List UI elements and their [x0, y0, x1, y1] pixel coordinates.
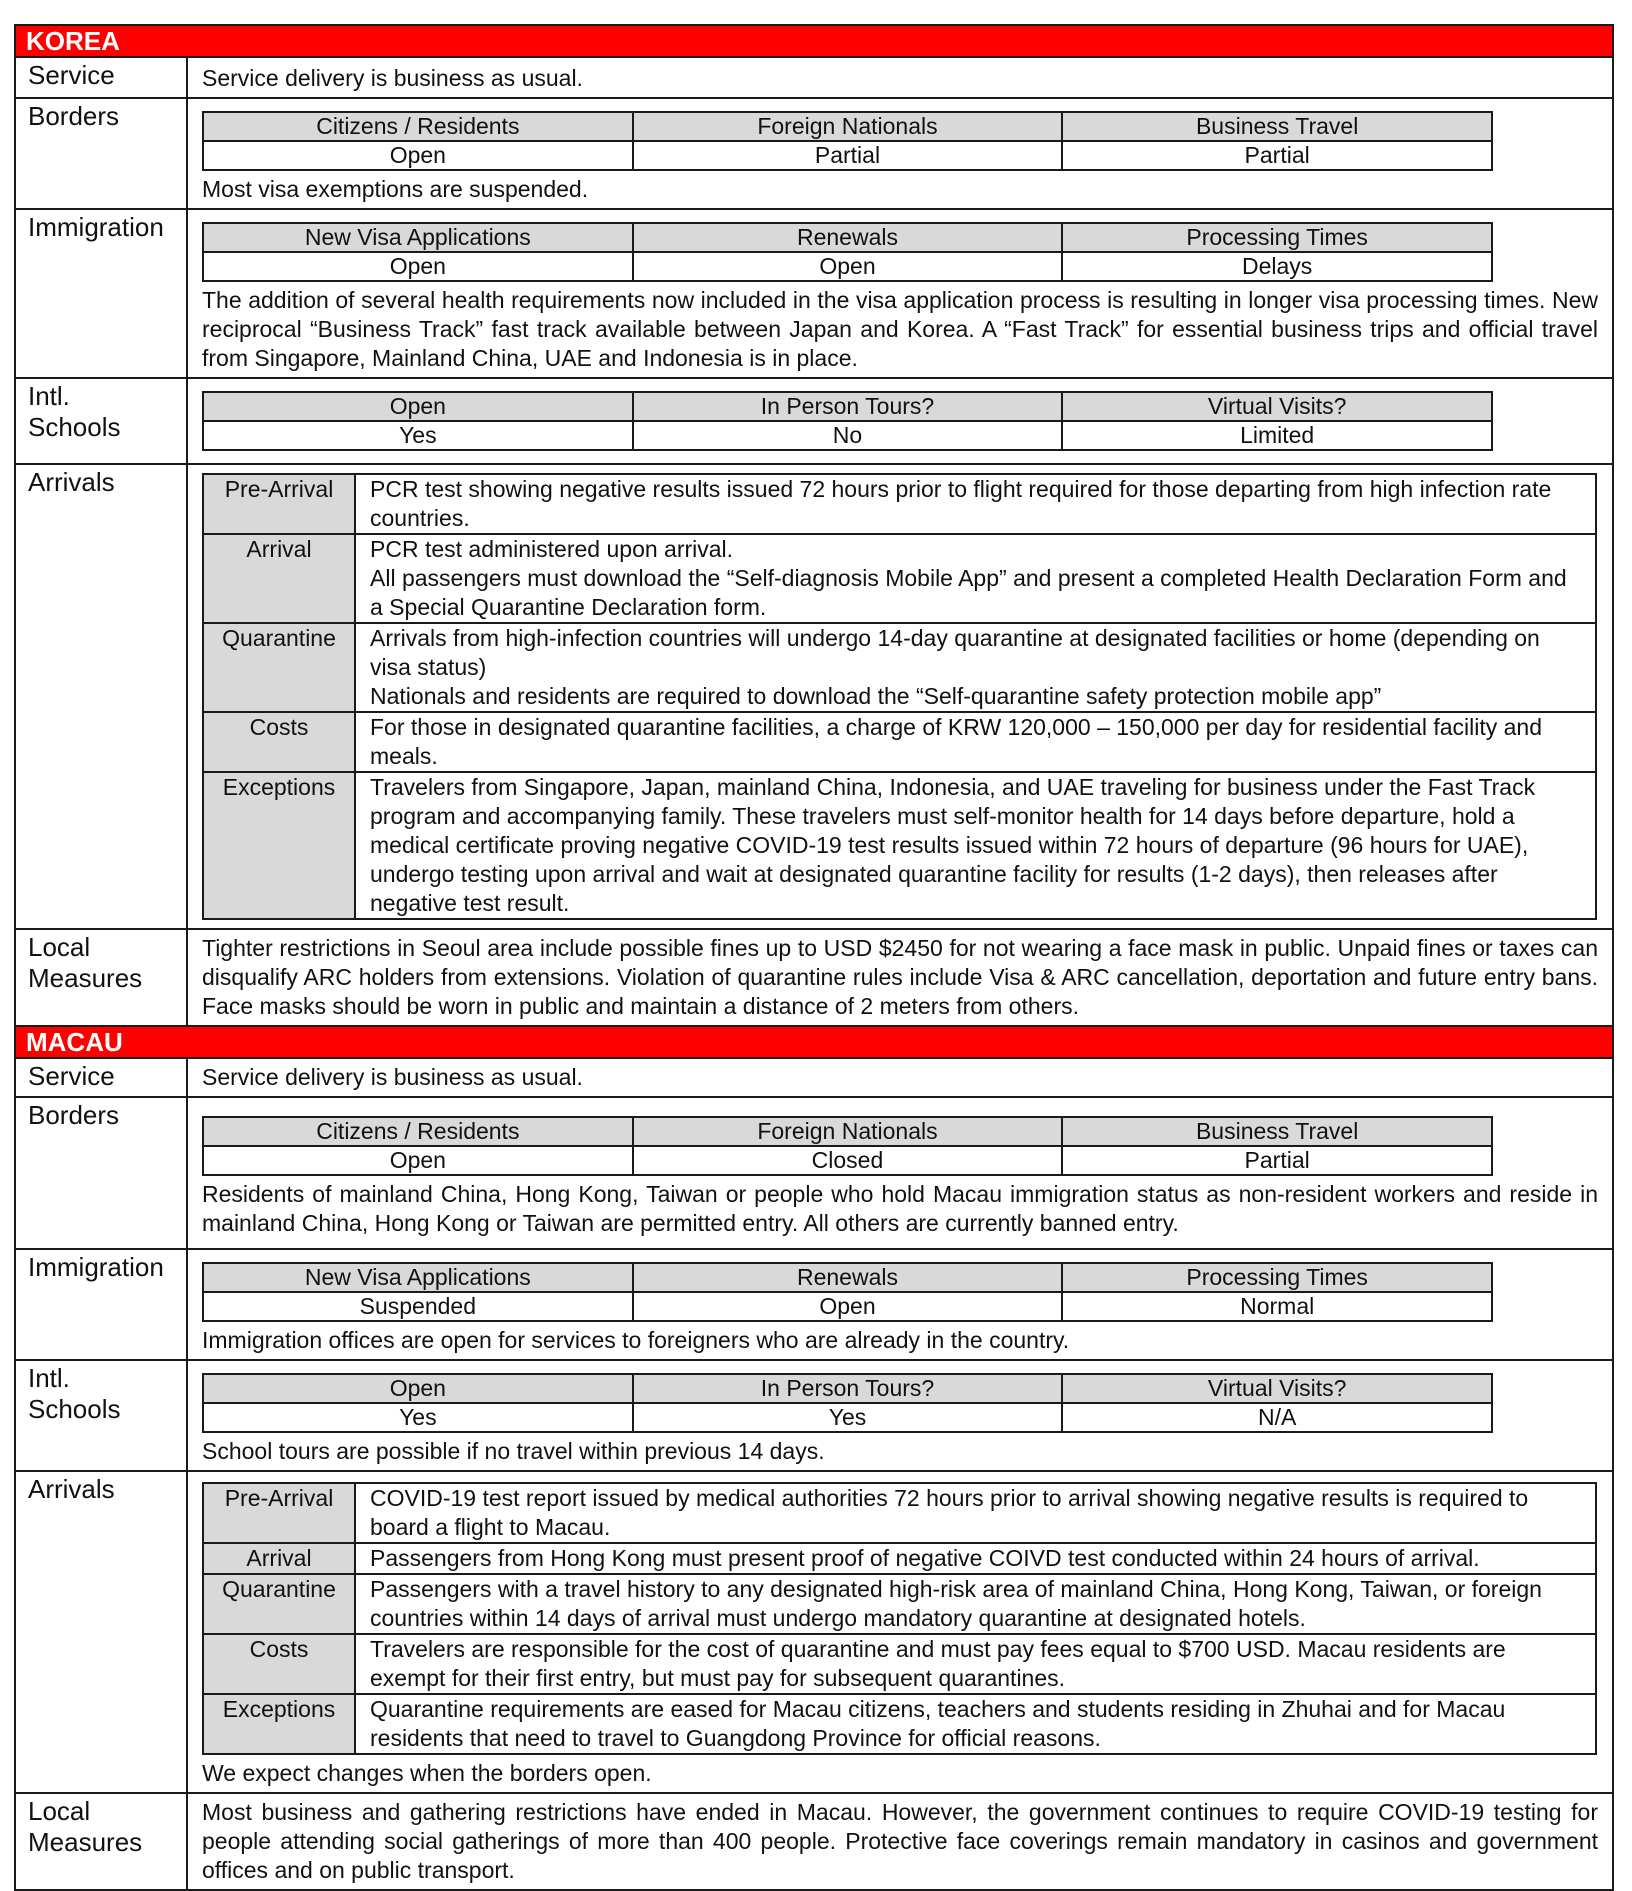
- borders-note: Residents of mainland China, Hong Kong, Taiwan or people who hold Macau immigration status as non-resident workers and reside in mainland China, Hong Kong or Taiwan are permitted entry. All others are currently banned entry.: [202, 1181, 1598, 1236]
- grid-header: Open: [203, 392, 633, 421]
- label-line: Local: [28, 932, 91, 962]
- korea-arrivals-row: [15, 464, 1613, 929]
- grid-header: Business Travel: [1062, 112, 1492, 141]
- arrivals-text: Passengers from Hong Kong must present proof of negative COIVD test conducted within 24 hours of arrival.: [370, 1545, 1480, 1571]
- grid-value: No: [633, 421, 1063, 450]
- row-label-arrivals: Arrivals: [15, 1471, 187, 1793]
- country-header-korea: KOREA: [15, 25, 1613, 57]
- label-line: Intl.: [28, 381, 70, 411]
- grid-header: In Person Tours?: [633, 1374, 1063, 1403]
- arrivals-text: All passengers must download the “Self-diagnosis Mobile App” and present a completed Health Declaration Form and a Special Quarantine Declaration form.: [370, 565, 1567, 620]
- label-line: Measures: [28, 963, 143, 993]
- schools-note: School tours are possible if no travel within previous 14 days.: [202, 1438, 825, 1464]
- arrivals-text: For those in designated quarantine facilities, a charge of KRW 120,000 – 150,000 per day for residential facility and meals.: [370, 714, 1543, 769]
- grid-value: Yes: [203, 1403, 633, 1432]
- korea-local-row: [15, 929, 1613, 1026]
- grid-header: Virtual Visits?: [1062, 392, 1492, 421]
- arrivals-text: COVID-19 test report issued by medical authorities 72 hours prior to arrival showing negative results is required to board a flight to Macau.: [370, 1485, 1529, 1540]
- arrivals-text: Nationals and residents are required to download the “Self-quarantine safety protection mobile app”: [370, 683, 1382, 709]
- borders-grid: [202, 111, 1493, 171]
- local-text: Tighter restrictions in Seoul area include possible fines up to USD $2450 for not wearing a face mask in public. Unpaid fines or taxes can disqualify ARC holders from extensions. Violation of quarantine rules include Visa & ARC cancellation, deportation and future entry bans. Face masks should be worn in public and maintain a distance of 2 meters from others.: [202, 935, 1598, 1019]
- korea-borders-row: [15, 98, 1613, 209]
- grid-value: Delays: [1062, 252, 1492, 281]
- grid-value: N/A: [1062, 1403, 1492, 1432]
- borders-note: Most visa exemptions are suspended.: [202, 176, 589, 202]
- arrivals-grid: [202, 473, 1597, 920]
- arrivals-text: Quarantine requirements are eased for Macau citizens, teachers and students residing in Zhuhai and for Macau residents that need to travel to Guangdong Province for official reasons.: [370, 1696, 1506, 1751]
- label-line: Schools: [28, 1394, 121, 1424]
- macau-local-row: [15, 1793, 1613, 1890]
- grid-header: Citizens / Residents: [203, 112, 633, 141]
- grid-header: New Visa Applications: [203, 1263, 633, 1292]
- grid-value: Open: [633, 1292, 1063, 1321]
- grid-header: Processing Times: [1062, 1263, 1492, 1292]
- borders-grid: [202, 1116, 1493, 1176]
- macau-immigration-row: [15, 1249, 1613, 1360]
- row-label-immigration: Immigration: [15, 1249, 187, 1360]
- arrivals-note: We expect changes when the borders open.: [202, 1760, 652, 1786]
- row-label-local: [15, 1793, 187, 1890]
- page: [14, 24, 1614, 1891]
- label-line: Intl.: [28, 1363, 70, 1393]
- label-line: Local: [28, 1796, 91, 1826]
- label-line: Measures: [28, 1827, 143, 1857]
- grid-value: Normal: [1062, 1292, 1492, 1321]
- arrivals-grid: [202, 1482, 1597, 1755]
- grid-value: Limited: [1062, 421, 1492, 450]
- service-text: Service delivery is business as usual.: [202, 1064, 583, 1090]
- grid-value: Open: [203, 1146, 633, 1175]
- arrivals-label: Arrival: [203, 1543, 355, 1574]
- local-text: Most business and gathering restrictions have ended in Macau. However, the government continues to require COVID-19 testing for people attending social gatherings of more than 400 people. Protective face coverings remain mandatory in casinos and government offices and on public transport.: [202, 1799, 1598, 1883]
- grid-header: Renewals: [633, 223, 1063, 252]
- immigration-grid: [202, 1262, 1493, 1322]
- grid-value: Partial: [1062, 1146, 1492, 1175]
- grid-value: Open: [203, 141, 633, 170]
- schools-grid: [202, 391, 1493, 451]
- grid-value: Yes: [633, 1403, 1063, 1432]
- arrivals-label: Pre-Arrival: [203, 1483, 355, 1543]
- grid-header: Processing Times: [1062, 223, 1492, 252]
- arrivals-label: Costs: [203, 712, 355, 772]
- arrivals-text: PCR test showing negative results issued 72 hours prior to flight required for those departing from high infection rate countries.: [370, 476, 1552, 531]
- grid-header: New Visa Applications: [203, 223, 633, 252]
- arrivals-text: Travelers from Singapore, Japan, mainland China, Indonesia, and UAE traveling for business under the Fast Track program and accompanying family. These travelers must self-monitor health for 14 days before departure, hold a medical certificate proving negative COVID-19 test results issued within 72 hours of departure (96 hours for UAE), undergo testing upon arrival and wait at designated quarantine facility for results (1-2 days), then releases after negative test result.: [370, 774, 1536, 916]
- arrivals-label: Quarantine: [203, 1574, 355, 1634]
- grid-header: Virtual Visits?: [1062, 1374, 1492, 1403]
- grid-header: Open: [203, 1374, 633, 1403]
- country-header-macau: MACAU: [15, 1026, 1613, 1058]
- macau-arrivals-row: [15, 1471, 1613, 1793]
- row-label-service: Service: [15, 1058, 187, 1097]
- arrivals-label: Costs: [203, 1634, 355, 1694]
- grid-header: Foreign Nationals: [633, 112, 1063, 141]
- country-table: [14, 24, 1614, 1891]
- immigration-grid: [202, 222, 1493, 282]
- schools-grid: [202, 1373, 1493, 1433]
- row-label-local: [15, 929, 187, 1026]
- grid-value: Open: [633, 252, 1063, 281]
- arrivals-label: Exceptions: [203, 1694, 355, 1754]
- immigration-note: The addition of several health requirements now included in the visa application process is resulting in longer visa processing times. New reciprocal “Business Track” fast track available between Japan and Korea. A “Fast Track” for essential business trips and official travel from Singapore, Mainland China, UAE and Indonesia is in place.: [202, 287, 1598, 371]
- row-label-schools: [15, 1360, 187, 1471]
- grid-value: Open: [203, 252, 633, 281]
- arrivals-text: Arrivals from high-infection countries will undergo 14-day quarantine at designated facilities or home (depending on visa status): [370, 625, 1540, 680]
- korea-service-row: [15, 57, 1613, 98]
- grid-value: Partial: [633, 141, 1063, 170]
- arrivals-text: Passengers with a travel history to any designated high-risk area of mainland China, Hong Kong, Taiwan, or foreign countries within 14 days of arrival must undergo mandatory quarantine at designated hotels.: [370, 1576, 1542, 1631]
- macau-schools-row: [15, 1360, 1613, 1471]
- korea-immigration-row: [15, 209, 1613, 378]
- arrivals-label: Pre-Arrival: [203, 474, 355, 534]
- arrivals-label: Exceptions: [203, 772, 355, 919]
- macau-service-row: [15, 1058, 1613, 1097]
- arrivals-text: Travelers are responsible for the cost of quarantine and must pay fees equal to $700 USD. Macau residents are exempt for their first entry, but must pay for subsequent quarantines.: [370, 1636, 1506, 1691]
- service-text: Service delivery is business as usual.: [202, 65, 583, 91]
- grid-header: Business Travel: [1062, 1117, 1492, 1146]
- grid-header: In Person Tours?: [633, 392, 1063, 421]
- grid-value: Partial: [1062, 141, 1492, 170]
- row-label-immigration: Immigration: [15, 209, 187, 378]
- grid-header: Citizens / Residents: [203, 1117, 633, 1146]
- row-label-schools: [15, 378, 187, 464]
- korea-schools-row: [15, 378, 1613, 464]
- macau-borders-row: [15, 1097, 1613, 1249]
- grid-value: Suspended: [203, 1292, 633, 1321]
- grid-header: Renewals: [633, 1263, 1063, 1292]
- immigration-note: Immigration offices are open for services to foreigners who are already in the country.: [202, 1327, 1070, 1353]
- grid-value: Closed: [633, 1146, 1063, 1175]
- row-label-borders: Borders: [15, 1097, 187, 1249]
- label-line: Schools: [28, 412, 121, 442]
- grid-header: Foreign Nationals: [633, 1117, 1063, 1146]
- arrivals-label: Quarantine: [203, 623, 355, 712]
- grid-value: Yes: [203, 421, 633, 450]
- arrivals-text: PCR test administered upon arrival.: [370, 536, 734, 562]
- row-label-service: Service: [15, 57, 187, 98]
- row-label-borders: Borders: [15, 98, 187, 209]
- row-label-arrivals: Arrivals: [15, 464, 187, 929]
- arrivals-label: Arrival: [203, 534, 355, 623]
